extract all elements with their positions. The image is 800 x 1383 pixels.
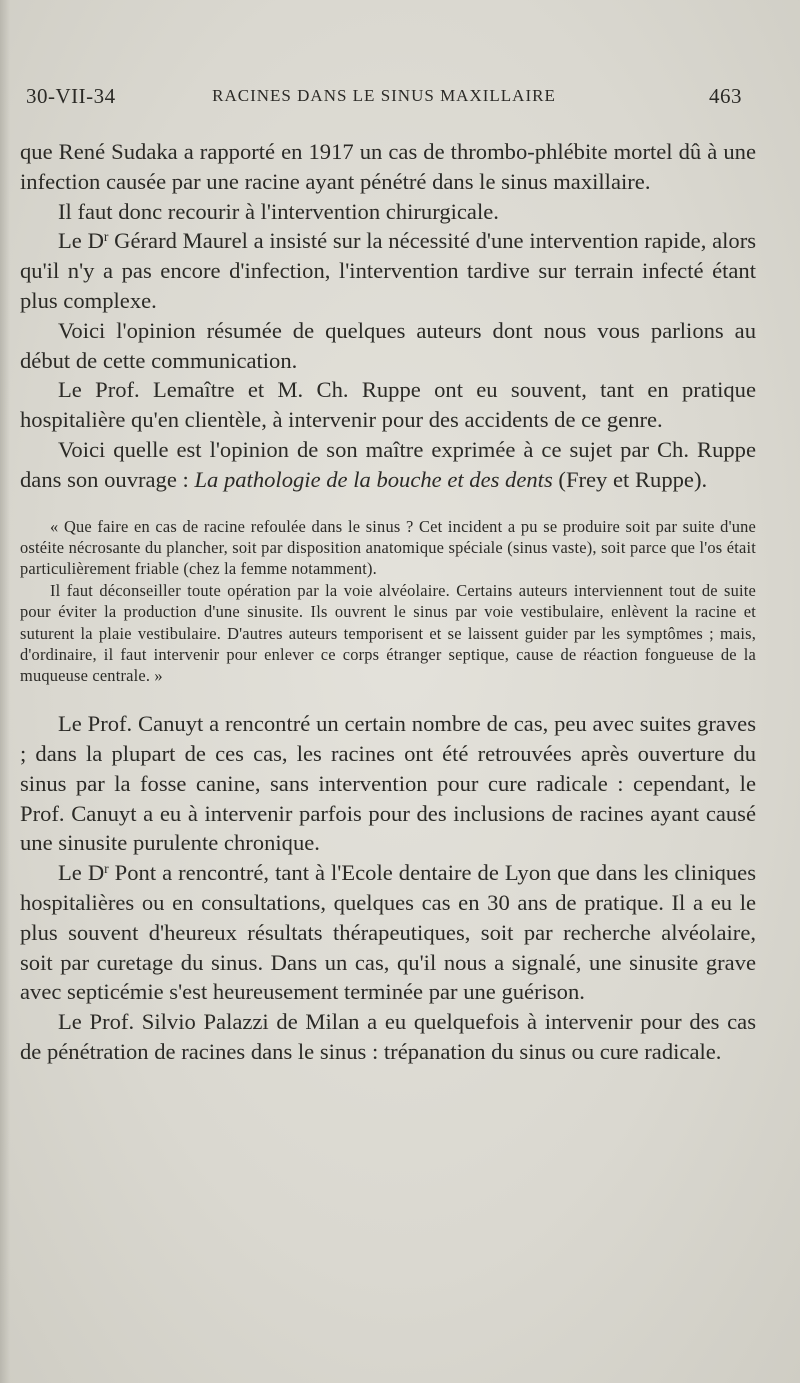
header-title: RACINES DANS LE SINUS MAXILLAIRE: [212, 86, 556, 105]
quote-paragraph-2: Il faut déconseiller toute opération par la voie alvéolaire. Certains auteurs interviennent tout de suite pour éviter la production d'une sinusite. Ils ouvrent le sinus par voie vestibulaire, enlèvent la racine et suturent la plaie vestibulaire. D'autres auteurs temporisent et se laissent guider par les symptômes ; mais, d'ordinaire, il faut intervenir pour enlever ce corps étranger septique, cause de réaction fongueuse de la muqueuse centrale. »: [20, 581, 756, 685]
paragraphs-top: [20, 137, 756, 495]
body-text: [20, 137, 756, 1067]
paragraph-7: Le Prof. Canuyt a rencontré un certain nombre de cas, peu avec suites graves ; dans la plupart de ces cas, les racines ont été retrouvées après ouverture du sinus par la fosse canine, sans intervention pour cure radicale : cependant, le Prof. Canuyt a eu à intervenir parfois pour des inclusions de racines ayant causé une sinusite purulente chronique.: [20, 711, 756, 856]
paragraph-3: Le $D^r$ Gérard Maurel a insisté sur la nécessité d'une intervention rapide, alors qu'il n'y a pas encore d'infection, l'intervention tardive sur terrain infecté étant plus complexe.: [20, 228, 757, 313]
paragraph-5: Le Prof. Lemaître et M. Ch. Ruppe ont eu souvent, tant en pratique hospitalière qu'en clientèle, à intervenir pour des accidents de ce genre.: [20, 377, 756, 433]
header-date: 30-VII-34: [26, 84, 116, 108]
paragraph-2: Il faut donc recourir à l'intervention chirurgicale.: [58, 198, 499, 224]
block-quote: [20, 516, 756, 687]
book-title: La pathologie de la bouche et des dents: [194, 466, 553, 492]
paragraph-9: Le Prof. Silvio Palazzi de Milan a eu quelquefois à intervenir pour des cas de pénétration de racines dans le sinus : trépanation du sinus ou cure radicale.: [20, 1009, 756, 1064]
quote-paragraph-1: « Que faire en cas de racine refoulée dans le sinus ? Cet incident a pu se produire soit par suite d'une ostéite nécrosante du plancher, soit par disposition anatomique spéciale (sinus vaste), soit parce que l'os était particulièrement friable (chez la femme notamment).: [20, 516, 756, 578]
paragraphs-bottom: [20, 709, 756, 1067]
page-gutter-shadow: [0, 0, 10, 1383]
paragraph-6: Voici quelle est l'opinion de son maître exprimée à ce sujet par Ch. Ruppe dans son ouvrage : La pathologie de la bouche et des dents (Frey et Ruppe).: [20, 436, 756, 492]
paragraph-8: Le $D^r$ Pont a rencontré, tant à l'Ecole dentaire de Lyon que dans les cliniques hospitalières ou en consultations, quelques cas en 30 ans de pratique. Il a eu le plus souvent d'heureux résultats thérapeutiques, soit par recherche alvéolaire, soit par curetage du sinus. Dans un cas, qu'il nous a signalé, une sinusite grave avec septicémie s'est heureusement terminée par une guérison.: [20, 860, 757, 1005]
running-header: [26, 84, 742, 114]
paragraph-4: Voici l'opinion résumée de quelques auteurs dont nous vous parlions au début de cette communication.: [20, 317, 756, 373]
page-number: 463: [709, 84, 742, 108]
paragraph-1: que René Sudaka a rapporté en 1917 un cas de thrombo-phlébite mortel dû à une infection causée par une racine ayant pénétré dans le sinus maxillaire.: [20, 139, 756, 194]
